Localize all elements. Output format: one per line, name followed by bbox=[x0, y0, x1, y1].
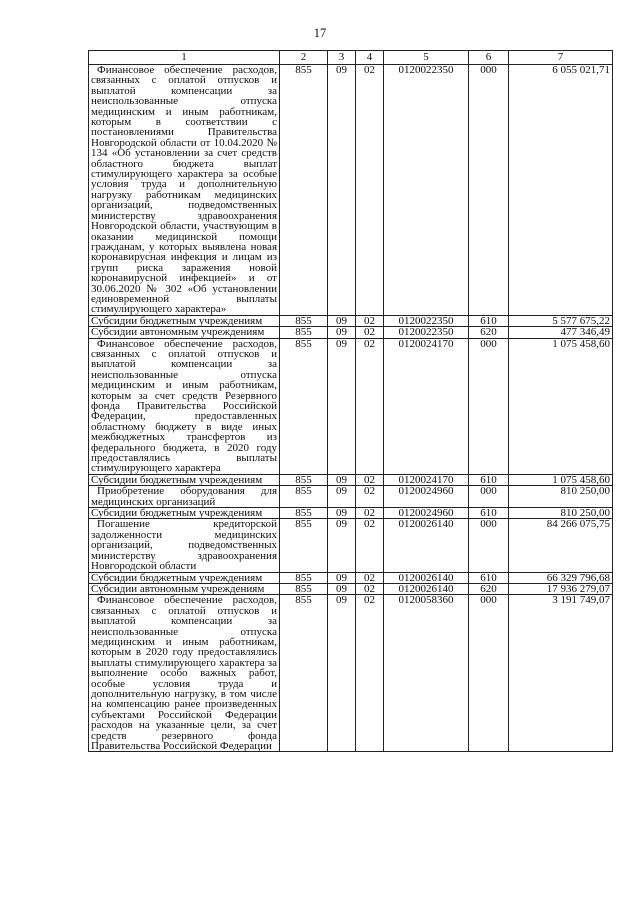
row-grbs-code: 855 bbox=[280, 338, 328, 474]
row-expense-type-code: 610 bbox=[469, 474, 509, 485]
row-subsection-code: 02 bbox=[356, 595, 384, 752]
header-cell: 1 bbox=[89, 51, 280, 65]
row-target-article-code: 0120026140 bbox=[384, 572, 469, 583]
table-row bbox=[89, 572, 613, 583]
table-row bbox=[89, 519, 613, 572]
row-amount: 66 329 796,68 bbox=[509, 572, 613, 583]
row-section-code: 09 bbox=[328, 327, 356, 338]
row-amount: 17 936 279,07 bbox=[509, 583, 613, 594]
row-grbs-code: 855 bbox=[280, 486, 328, 508]
row-target-article-code: 0120024960 bbox=[384, 486, 469, 508]
row-subsection-code: 02 bbox=[356, 315, 384, 326]
row-name: Субсидии бюджетным учреждениям bbox=[89, 508, 280, 519]
row-expense-type-code: 620 bbox=[469, 327, 509, 338]
row-name: Субсидии автономным учреждениям bbox=[89, 583, 280, 594]
row-section-code: 09 bbox=[328, 474, 356, 485]
row-grbs-code: 855 bbox=[280, 474, 328, 485]
row-target-article-code: 0120022350 bbox=[384, 315, 469, 326]
row-name: Финансовое обеспечение расходов, связанных с оплатой отпусков и выплатой компенсации за неиспользованные отпуска медицинским и иным работникам, которым за счет средств Резервного фонда Правительства Российской Федерации, предоставленных областному бюджету в виде иных межбюджетных трансфертов из федерального бюджета, в 2020 году предоставлялись выплаты стимулирующего характера bbox=[89, 338, 280, 474]
table-row bbox=[89, 508, 613, 519]
table-row bbox=[89, 474, 613, 485]
row-target-article-code: 0120026140 bbox=[384, 519, 469, 572]
header-cell: 2 bbox=[280, 51, 328, 65]
row-expense-type-code: 000 bbox=[469, 486, 509, 508]
row-name: Погашение кредиторской задолженности медицинских организаций, подведомственных министерству здравоохранения Новгородской области bbox=[89, 519, 280, 572]
row-amount: 810 250,00 bbox=[509, 508, 613, 519]
row-section-code: 09 bbox=[328, 572, 356, 583]
row-name: Финансовое обеспечение расходов, связанных с оплатой отпусков и выплатой компенсации за неиспользованные отпуска медицинским и иным работникам, которым в 2020 году предоставлялись выплаты стимулирующего характера за выполнение особо важных работ, особые условия труда и дополнительную нагрузку, в том числе на компенсацию ранее произведенных субъектами Российской Федерации расходов на указанные цели, за счет средств резервного фонда Правительства Российской Федерации bbox=[89, 595, 280, 752]
row-grbs-code: 855 bbox=[280, 315, 328, 326]
table-row bbox=[89, 338, 613, 474]
row-target-article-code: 0120022350 bbox=[384, 327, 469, 338]
row-expense-type-code: 000 bbox=[469, 595, 509, 752]
row-name: Субсидии бюджетным учреждениям bbox=[89, 474, 280, 485]
row-target-article-code: 0120024170 bbox=[384, 338, 469, 474]
row-name: Субсидии автономным учреждениям bbox=[89, 327, 280, 338]
header-cell: 6 bbox=[469, 51, 509, 65]
row-target-article-code: 0120022350 bbox=[384, 65, 469, 316]
row-section-code: 09 bbox=[328, 486, 356, 508]
row-section-code: 09 bbox=[328, 595, 356, 752]
row-name: Субсидии бюджетным учреждениям bbox=[89, 572, 280, 583]
row-target-article-code: 0120058360 bbox=[384, 595, 469, 752]
budget-table bbox=[88, 50, 613, 752]
row-expense-type-code: 610 bbox=[469, 508, 509, 519]
header-row bbox=[89, 51, 613, 65]
table-row bbox=[89, 327, 613, 338]
row-section-code: 09 bbox=[328, 65, 356, 316]
row-name: Приобретение оборудования для медицинских организаций bbox=[89, 486, 280, 508]
row-target-article-code: 0120026140 bbox=[384, 583, 469, 594]
header-cell: 4 bbox=[356, 51, 384, 65]
row-expense-type-code: 000 bbox=[469, 519, 509, 572]
row-subsection-code: 02 bbox=[356, 519, 384, 572]
row-subsection-code: 02 bbox=[356, 327, 384, 338]
row-grbs-code: 855 bbox=[280, 508, 328, 519]
row-expense-type-code: 610 bbox=[469, 572, 509, 583]
row-expense-type-code: 620 bbox=[469, 583, 509, 594]
row-section-code: 09 bbox=[328, 508, 356, 519]
row-subsection-code: 02 bbox=[356, 508, 384, 519]
row-amount: 1 075 458,60 bbox=[509, 474, 613, 485]
row-amount: 84 266 075,75 bbox=[509, 519, 613, 572]
row-grbs-code: 855 bbox=[280, 583, 328, 594]
header-cell: 5 bbox=[384, 51, 469, 65]
row-subsection-code: 02 bbox=[356, 486, 384, 508]
row-subsection-code: 02 bbox=[356, 474, 384, 485]
row-section-code: 09 bbox=[328, 315, 356, 326]
row-subsection-code: 02 bbox=[356, 65, 384, 316]
row-grbs-code: 855 bbox=[280, 519, 328, 572]
row-target-article-code: 0120024170 bbox=[384, 474, 469, 485]
table-row bbox=[89, 583, 613, 594]
row-name: Субсидии бюджетным учреждениям bbox=[89, 315, 280, 326]
row-amount: 477 346,49 bbox=[509, 327, 613, 338]
table-row bbox=[89, 315, 613, 326]
row-amount: 1 075 458,60 bbox=[509, 338, 613, 474]
row-amount: 3 191 749,07 bbox=[509, 595, 613, 752]
page-number: 17 bbox=[313, 26, 327, 40]
row-section-code: 09 bbox=[328, 519, 356, 572]
row-grbs-code: 855 bbox=[280, 572, 328, 583]
table-row bbox=[89, 486, 613, 508]
row-grbs-code: 855 bbox=[280, 65, 328, 316]
row-target-article-code: 0120024960 bbox=[384, 508, 469, 519]
row-expense-type-code: 000 bbox=[469, 65, 509, 316]
table-row bbox=[89, 65, 613, 316]
row-amount: 810 250,00 bbox=[509, 486, 613, 508]
row-amount: 6 055 021,71 bbox=[509, 65, 613, 316]
row-amount: 5 577 675,22 bbox=[509, 315, 613, 326]
row-section-code: 09 bbox=[328, 583, 356, 594]
header-cell: 3 bbox=[328, 51, 356, 65]
row-subsection-code: 02 bbox=[356, 338, 384, 474]
row-expense-type-code: 610 bbox=[469, 315, 509, 326]
row-subsection-code: 02 bbox=[356, 572, 384, 583]
row-subsection-code: 02 bbox=[356, 583, 384, 594]
row-grbs-code: 855 bbox=[280, 595, 328, 752]
row-expense-type-code: 000 bbox=[469, 338, 509, 474]
row-grbs-code: 855 bbox=[280, 327, 328, 338]
row-section-code: 09 bbox=[328, 338, 356, 474]
table-row bbox=[89, 595, 613, 752]
row-name: Финансовое обеспечение расходов, связанных с оплатой отпусков и выплатой компенсации за неиспользованные отпуска медицинским и иным работникам, которым в соответствии с постановлениями Правительства Новгородской области от 10.04.2020 № 134 «Об установлении за счет средств областного бюджета выплат стимулирующего характера за особые условия труда и дополнительную нагрузку работникам медицинских организаций, подведомственных министерству здравоохранения Новгородской области, участвующим в оказании медицинской помощи гражданам, у которых выявлена новая коронавирусная инфекция и лицам из групп риска заражения новой коронавирусной инфекцией» и от 30.06.2020 № 302 «Об установлении единовременной выплаты стимулирующего характера» bbox=[89, 65, 280, 316]
header-cell: 7 bbox=[509, 51, 613, 65]
